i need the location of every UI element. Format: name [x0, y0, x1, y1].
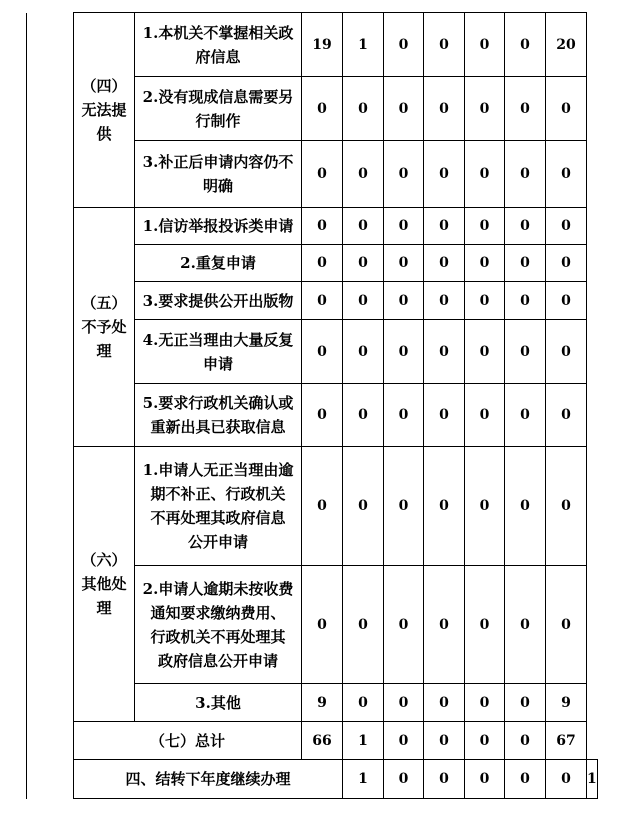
cell-value: 0 [424, 722, 465, 760]
cell-value: 0 [505, 77, 546, 141]
cell-value: 0 [465, 760, 505, 799]
cell-value: 0 [343, 384, 384, 447]
table-row [27, 208, 598, 245]
cell-value: 0 [505, 141, 546, 208]
cell-value: 0 [505, 760, 546, 799]
cell-value: 0 [424, 684, 465, 722]
total-label: （七）总计 [74, 722, 302, 760]
cell-value: 0 [546, 245, 587, 282]
cell-value: 0 [546, 384, 587, 447]
cell-value: 0 [465, 684, 505, 722]
cell-value: 0 [465, 384, 505, 447]
cell-value: 0 [384, 320, 424, 384]
cell-value: 0 [546, 282, 587, 320]
cell-value: 0 [424, 245, 465, 282]
cell-value: 1 [343, 722, 384, 760]
cell-value: 0 [302, 566, 343, 684]
cell-value: 0 [505, 384, 546, 447]
cell-value: 0 [424, 566, 465, 684]
cell-value: 0 [302, 320, 343, 384]
cell-value: 0 [343, 245, 384, 282]
cell-value: 0 [302, 384, 343, 447]
cell-value: 0 [465, 208, 505, 245]
carryover-row [27, 760, 598, 799]
row-label: 2.没有现成信息需要另 行制作 [135, 77, 302, 141]
row-label: 1.信访举报投诉类申请 [135, 208, 302, 245]
row-label: 3.其他 [135, 684, 302, 722]
cell-value: 0 [302, 77, 343, 141]
cell-value: 0 [546, 760, 587, 799]
cell-value: 0 [424, 13, 465, 77]
cell-value: 0 [384, 722, 424, 760]
carryover-label: 四、结转下年度继续办理 [74, 760, 343, 799]
table-row [27, 447, 598, 566]
cell-value: 0 [384, 447, 424, 566]
cell-value: 0 [546, 77, 587, 141]
cell-value: 0 [384, 77, 424, 141]
cell-value: 0 [343, 282, 384, 320]
cell-value: 0 [343, 566, 384, 684]
cell-value: 0 [505, 566, 546, 684]
cell-value: 0 [424, 77, 465, 141]
cell-value: 0 [424, 320, 465, 384]
cell-value: 0 [424, 208, 465, 245]
cell-value: 0 [505, 208, 546, 245]
cell-value: 0 [465, 566, 505, 684]
cell-value: 0 [384, 245, 424, 282]
cell-value: 0 [505, 722, 546, 760]
cell-value: 0 [384, 282, 424, 320]
cell-value: 1 [587, 760, 598, 799]
cell-value: 0 [302, 141, 343, 208]
cell-value: 0 [465, 447, 505, 566]
cell-value: 0 [424, 384, 465, 447]
cell-value: 0 [343, 77, 384, 141]
cell-value: 0 [302, 245, 343, 282]
cell-value: 0 [505, 684, 546, 722]
cell-value: 0 [384, 760, 424, 799]
cell-value: 0 [505, 282, 546, 320]
row-label: 2.申请人逾期未按收费 通知要求缴纳费用、 行政机关不再处理其 政府信息公开申请 [135, 566, 302, 684]
cell-value: 0 [546, 320, 587, 384]
cell-value: 0 [302, 447, 343, 566]
cell-value: 67 [546, 722, 587, 760]
cell-value: 0 [546, 208, 587, 245]
row-label: 1.本机关不掌握相关政 府信息 [135, 13, 302, 77]
cell-value: 0 [302, 208, 343, 245]
cell-value: 0 [465, 320, 505, 384]
cell-value: 1 [343, 760, 384, 799]
row-label: 3.要求提供公开出版物 [135, 282, 302, 320]
cell-value: 0 [384, 684, 424, 722]
cell-value: 0 [384, 13, 424, 77]
category-not-processed: （五） 不予处 理 [74, 208, 135, 447]
cell-value: 0 [546, 141, 587, 208]
cell-value: 0 [465, 77, 505, 141]
row-label: 5.要求行政机关确认或 重新出具已获取信息 [135, 384, 302, 447]
outer-blank-column [27, 13, 74, 799]
cell-value: 0 [465, 141, 505, 208]
cell-value: 0 [343, 141, 384, 208]
cell-value: 0 [384, 208, 424, 245]
cell-value: 1 [343, 13, 384, 77]
row-label: 2.重复申请 [135, 245, 302, 282]
cell-value: 0 [505, 447, 546, 566]
cell-value: 19 [302, 13, 343, 77]
cell-value: 0 [384, 141, 424, 208]
cell-value: 0 [465, 245, 505, 282]
cell-value: 0 [424, 447, 465, 566]
cell-value: 0 [505, 245, 546, 282]
cell-value: 0 [424, 760, 465, 799]
cell-value: 0 [343, 320, 384, 384]
cell-value: 0 [546, 447, 587, 566]
category-other-handling: （六） 其他处 理 [74, 447, 135, 722]
cell-value: 0 [505, 13, 546, 77]
cell-value: 66 [302, 722, 343, 760]
cell-value: 0 [343, 684, 384, 722]
row-label: 3.补正后申请内容仍不 明确 [135, 141, 302, 208]
cell-value: 0 [302, 282, 343, 320]
statistics-table [26, 12, 598, 799]
row-label: 4.无正当理由大量反复 申请 [135, 320, 302, 384]
cell-value: 0 [384, 384, 424, 447]
total-row [27, 722, 598, 760]
cell-value: 0 [384, 566, 424, 684]
cell-value: 0 [343, 447, 384, 566]
table-row [27, 13, 598, 77]
cell-value: 9 [546, 684, 587, 722]
category-cannot-provide: （四） 无法提 供 [74, 13, 135, 208]
cell-value: 0 [465, 13, 505, 77]
cell-value: 9 [302, 684, 343, 722]
cell-value: 0 [465, 722, 505, 760]
cell-value: 0 [424, 282, 465, 320]
cell-value: 0 [546, 566, 587, 684]
row-label: 1.申请人无正当理由逾 期不补正、行政机关 不再处理其政府信息 公开申请 [135, 447, 302, 566]
cell-value: 20 [546, 13, 587, 77]
cell-value: 0 [424, 141, 465, 208]
cell-value: 0 [465, 282, 505, 320]
cell-value: 0 [505, 320, 546, 384]
cell-value: 0 [343, 208, 384, 245]
